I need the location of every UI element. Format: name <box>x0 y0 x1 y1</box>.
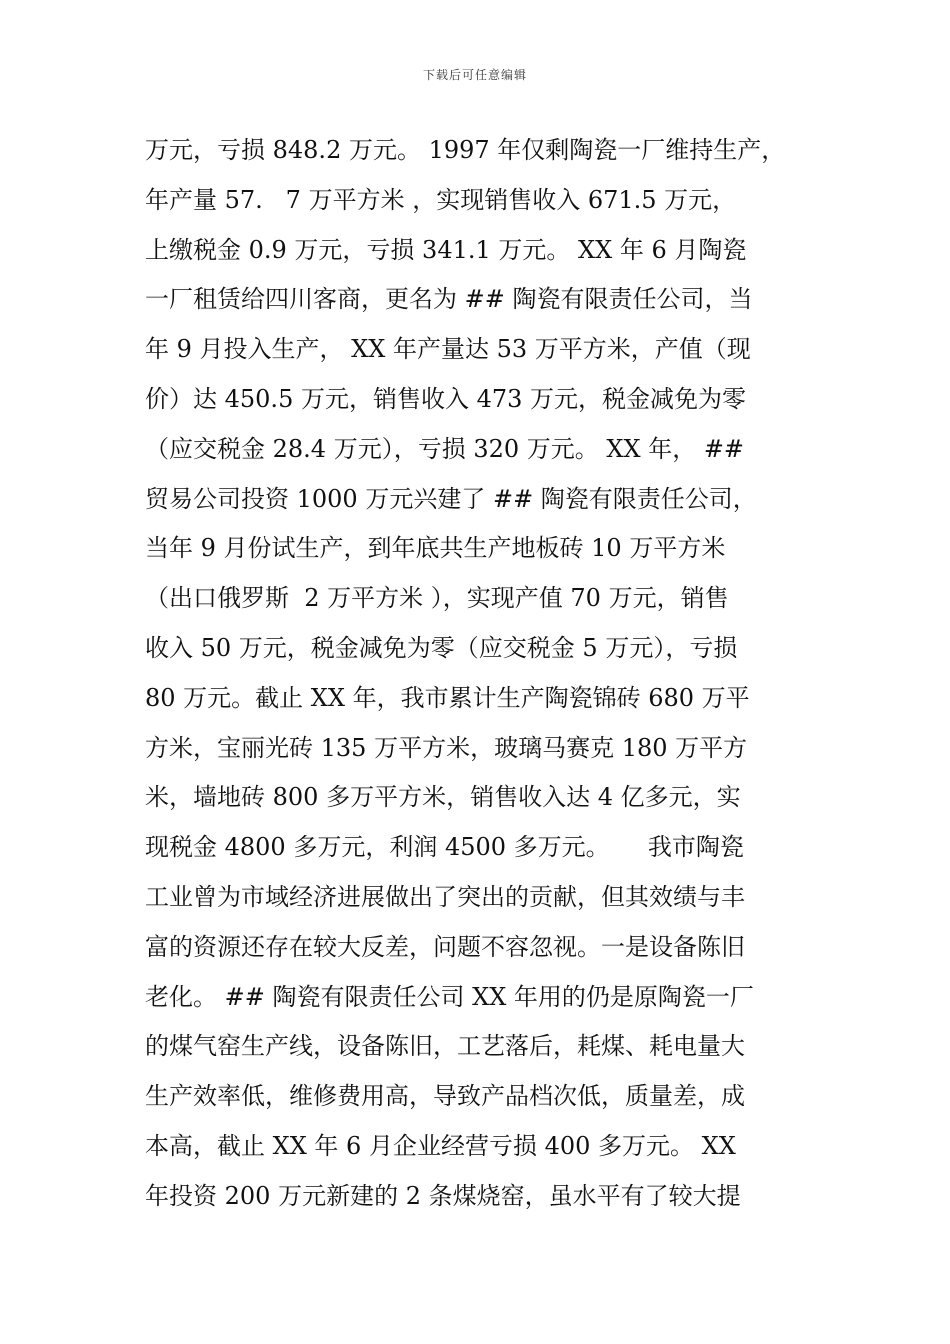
text-line: 现税金 4800 多万元，利润 4500 多万元。 我市陶瓷 <box>145 833 744 862</box>
text-line: 上缴税金 0.9 万元，亏损 341.1 万元。 XX 年 6 月陶瓷 <box>145 235 747 264</box>
text-line: 的煤气窑生产线，设备陈旧，工艺落后，耗煤、耗电量大 <box>145 1032 745 1061</box>
text-line: 富的资源还存在较大反差，问题不容忽视。一是设备陈旧 <box>145 932 745 961</box>
text-line: 生产效率低，维修费用高，导致产品档次低，质量差，成 <box>145 1082 745 1111</box>
text-line: 米，墙地砖 800 多万平方米，销售收入达 4 亿多元，实 <box>145 783 741 812</box>
text-line: 当年 9 月份试生产，到年底共生产地板砖 10 万平方米 <box>145 534 726 563</box>
text-line: 万元，亏损 848.2 万元。 1997 年仅剩陶瓷一厂维持生产， <box>145 136 786 164</box>
text-line: 贸易公司投资 1000 万元兴建了 ## 陶瓷有限责任公司， <box>145 484 757 513</box>
text-line: （出口俄罗斯 2 万平方米 ），实现产值 70 万元，销售 <box>145 584 729 613</box>
text-line: 本高，截止 XX 年 6 月企业经营亏损 400 多万元。 XX <box>145 1131 736 1160</box>
text-line: 80 万元。截止 XX 年，我市累计生产陶瓷锦砖 680 万平 <box>145 683 750 712</box>
text-line: 年产量 57. 7 万平方米 ，实现销售收入 671.5 万元， <box>145 185 737 214</box>
text-line: 年投资 200 万元新建的 2 条煤烧窑，虽水平有了较大提 <box>145 1181 741 1210</box>
text-line: 价）达 450.5 万元，销售收入 473 万元，税金减免为零 <box>145 384 747 413</box>
text-line: 年 9 月投入生产， XX 年产量达 53 万平方米，产值（现 <box>145 335 751 364</box>
text-line: 收入 50 万元，税金减免为零（应交税金 5 万元），亏损 <box>145 633 738 662</box>
text-line: 一厂租赁给四川客商，更名为 ## 陶瓷有限责任公司，当 <box>145 285 753 314</box>
text-line: （应交税金 28.4 万元），亏损 320 万元。 XX 年， ## <box>145 434 745 463</box>
text-line: 老化。 ## 陶瓷有限责任公司 XX 年用的仍是原陶瓷一厂 <box>145 982 754 1011</box>
body-text <box>145 126 815 1222</box>
text-line: 工业曾为市域经济进展做出了突出的贡献，但其效绩与丰 <box>145 882 745 911</box>
page-header: 下载后可任意编辑 <box>422 68 527 82</box>
text-line: 方米，宝丽光砖 135 万平方米，玻璃马赛克 180 万平方 <box>145 733 748 762</box>
